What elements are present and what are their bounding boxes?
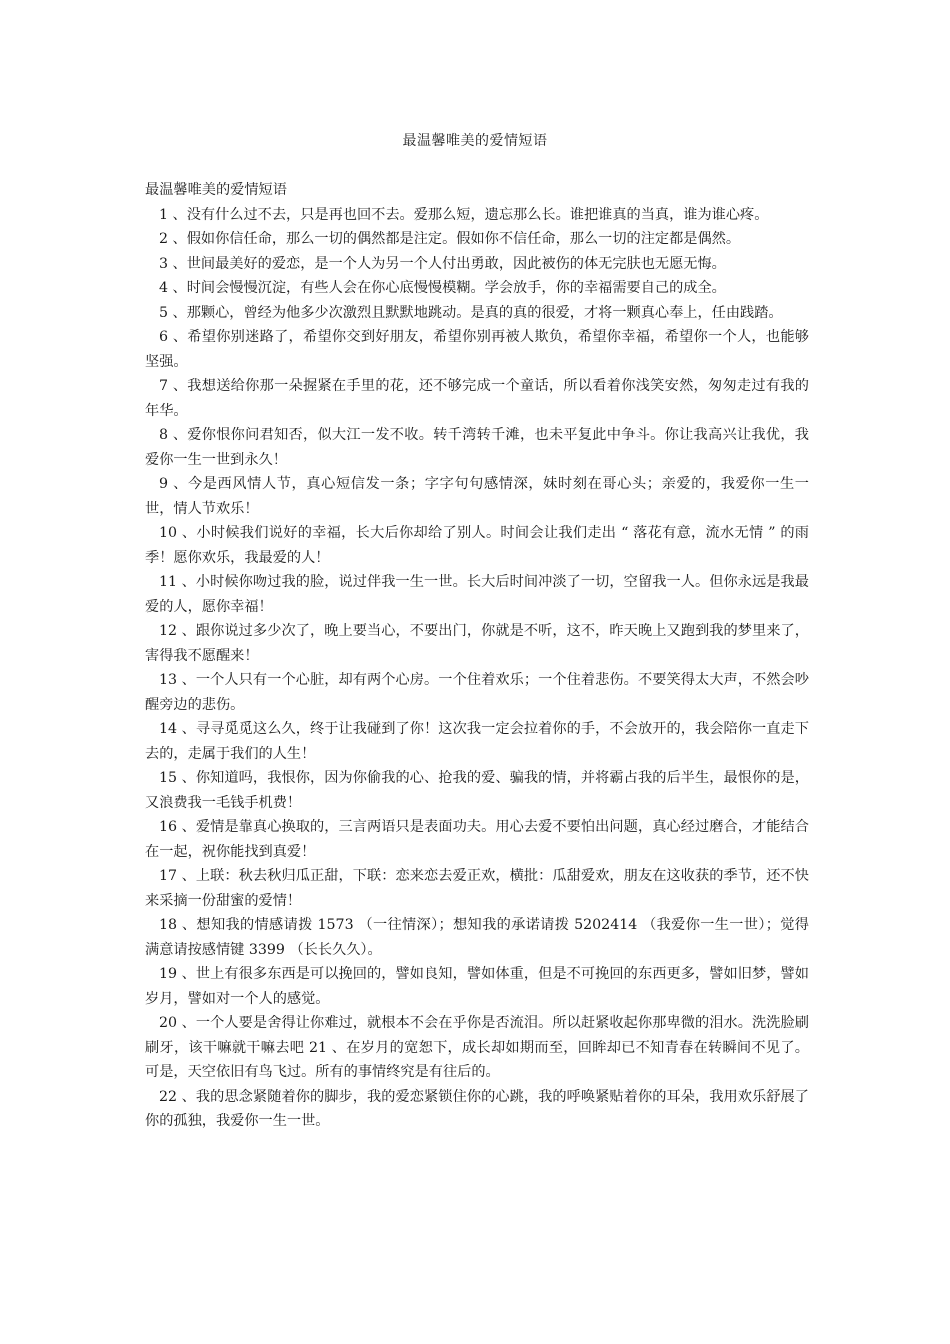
- phrase-entry-13: 13 、一个人只有一个心脏，却有两个心房。一个住着欢乐；一个住着悲伤。不要笑得太大声，不然会吵醒旁边的悲伤。: [145, 672, 809, 713]
- phrase-entry-19: 19 、世上有很多东西是可以挽回的，譬如良知，譬如体重，但是不可挽回的东西更多，譬如旧梦，譬如岁月，譬如对一个人的感觉。: [145, 966, 809, 1007]
- document-body: [145, 178, 809, 1134]
- phrase-entry-17: 17 、上联：秋去秋归瓜正甜，下联：恋来恋去爱正欢，横批：瓜甜爱欢，朋友在这收获的季节，还不快来采摘一份甜蜜的爱情！: [145, 868, 809, 909]
- phrase-entry-15: 15 、你知道吗，我恨你，因为你偷我的心、抢我的爱、骗我的情，并将霸占我的后半生，最恨你的是，又浪费我一毛钱手机费！: [145, 770, 809, 811]
- phrase-entry-22: 22 、我的思念紧随着你的脚步，我的爱恋紧锁住你的心跳，我的呼唤紧贴着你的耳朵，我用欢乐舒展了你的孤独，我爱你一生一世。: [145, 1088, 809, 1129]
- phrase-entry-20: 20 、一个人要是舍得让你难过，就根本不会在乎你是否流泪。所以赶紧收起你那卑微的泪水。洗洗脸刷刷牙，该干嘛就干嘛去吧 21 、在岁月的宽恕下，成长却如期而至，回眸却已不知青春在转瞬间不见了。可是，天空依旧有鸟飞过。所有的事情终究是有往后的。: [145, 1015, 809, 1080]
- phrase-entry-10: 10 、小时候我们说好的幸福，长大后你却给了别人。时间会让我们走出 “ 落花有意，流水无情 ” 的雨季！愿你欢乐，我最爱的人！: [145, 525, 809, 566]
- phrase-entry-9: 9 、今是西风情人节，真心短信发一条；字字句句感情深，妹时刻在哥心头；亲爱的，我爱你一生一世，情人节欢乐！: [145, 476, 809, 517]
- phrase-entry-6: 6 、希望你别迷路了，希望你交到好朋友，希望你别再被人欺负，希望你幸福，希望你一个人，也能够坚强。: [145, 329, 809, 370]
- phrase-entry-18: 18 、想知我的情感请拨 1573 （一往情深）；想知我的承诺请拨 5202414 （我爱你一生一世）；觉得满意请按感情键 3399 （长长久久）。: [145, 917, 809, 958]
- phrase-entry-1: 1 、没有什么过不去，只是再也回不去。爱那么短，遗忘那么长。谁把谁真的当真，谁为谁心疼。: [159, 206, 769, 223]
- phrase-entry-5: 5 、那颗心，曾经为他多少次激烈且默默地跳动。是真的真的很爱，才将一颗真心奉上，任由践踏。: [159, 304, 783, 321]
- phrase-entry-11: 11 、小时候你吻过我的脸，说过伴我一生一世。长大后时间冲淡了一切，空留我一人。但你永远是我最爱的人，愿你幸福！: [145, 574, 809, 615]
- phrase-entry-14: 14 、寻寻觅觅这么久，终于让我碰到了你！这次我一定会拉着你的手，不会放开的，我会陪你一直走下去的，走属于我们的人生！: [145, 721, 809, 762]
- section-heading: 最温馨唯美的爱情短语: [145, 182, 287, 198]
- phrase-entry-7: 7 、我想送给你那一朵握紧在手里的花，还不够完成一个童话，所以看着你浅笑安然，匆匆走过有我的年华。: [145, 378, 809, 419]
- phrase-entry-2: 2 、假如你信任命，那么一切的偶然都是注定。假如你不信任命，那么一切的注定都是偶然。: [159, 231, 741, 247]
- document-title: 最温馨唯美的爱情短语: [402, 133, 548, 149]
- phrase-entry-12: 12 、跟你说过多少次了，晚上要当心，不要出门，你就是不听，这不，昨天晚上又跑到我的梦里来了，害得我不愿醒来！: [145, 623, 809, 664]
- phrase-entry-3: 3 、世间最美好的爱恋，是一个人为另一个人付出勇敢，因此被伤的体无完肤也无愿无悔。: [159, 255, 726, 272]
- phrase-entry-4: 4 、时间会慢慢沉淀，有些人会在你心底慢慢模糊。学会放手，你的幸福需要自己的成全。: [159, 280, 726, 296]
- phrase-entry-16: 16 、爱情是靠真心换取的，三言两语只是表面功夫。用心去爱不要怕出问题，真心经过磨合，才能结合在一起，祝你能找到真爱！: [145, 819, 809, 860]
- phrase-entry-8: 8 、爱你恨你问君知否，似大江一发不收。转千湾转千滩，也未平复此中争斗。你让我高兴让我优，我爱你一生一世到永久！: [145, 427, 809, 468]
